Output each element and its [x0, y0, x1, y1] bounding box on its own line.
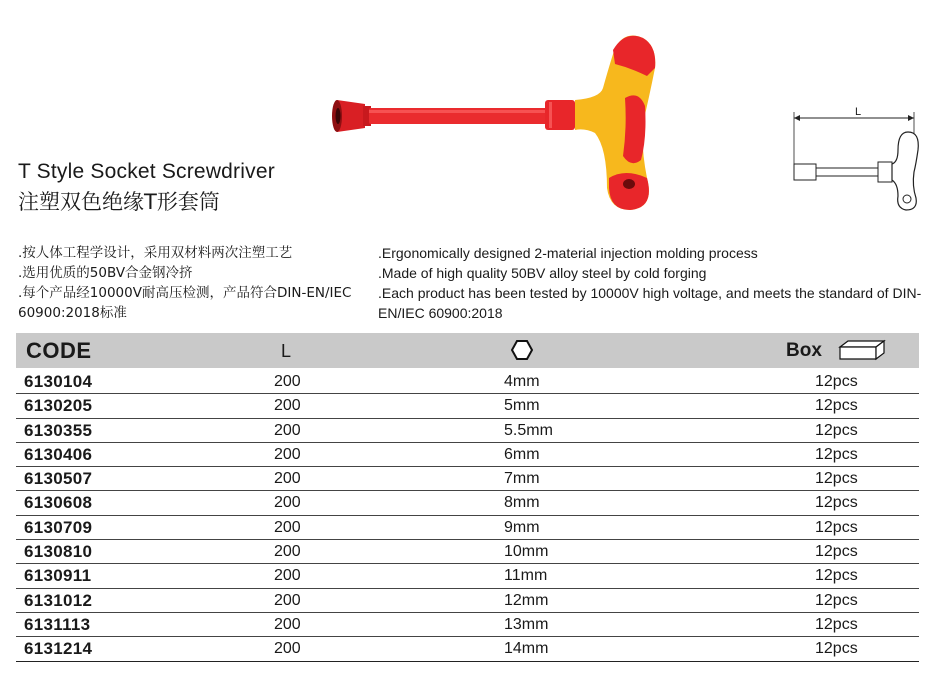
- cell-box: 12pcs: [815, 373, 858, 390]
- cell-length: 200: [274, 421, 301, 439]
- cell-length: 200: [274, 591, 301, 609]
- table-row: [16, 467, 919, 491]
- description-cn-line: .按人体工程学设计，采用双材料两次注塑工艺: [18, 245, 293, 261]
- cell-size: 9mm: [504, 518, 540, 536]
- cell-length: 200: [274, 494, 301, 512]
- dimension-label: L: [855, 106, 862, 118]
- cell-size: 7mm: [504, 470, 540, 488]
- cell-length: 200: [274, 640, 301, 658]
- cell-box: 12pcs: [815, 421, 858, 439]
- cell-box: 12pcs: [815, 567, 858, 585]
- cell-size: 6mm: [504, 445, 540, 463]
- table-row: [16, 564, 919, 588]
- cell-code: 6131012: [24, 590, 93, 610]
- table-row: [16, 419, 919, 443]
- cell-size: 5mm: [504, 397, 540, 415]
- cell-length: 200: [274, 445, 301, 463]
- table-row: [16, 613, 919, 637]
- header-box: Box: [786, 340, 822, 361]
- cell-size: 13mm: [504, 615, 549, 633]
- cell-box: 12pcs: [815, 494, 858, 512]
- cell-code: 6131214: [24, 639, 93, 659]
- table-row: [16, 443, 919, 467]
- header-code: CODE: [26, 338, 92, 363]
- cell-size: 11mm: [504, 567, 548, 585]
- table-row: [16, 394, 919, 418]
- page-title-cn: 注塑双色绝缘T形套筒: [18, 190, 220, 214]
- cell-size: 4mm: [504, 373, 540, 390]
- cell-code: 6130608: [24, 493, 93, 513]
- cell-length: 200: [274, 567, 301, 585]
- cell-size: 5.5mm: [504, 421, 553, 439]
- cell-box: 12pcs: [815, 445, 858, 463]
- hexagon-icon: [511, 339, 533, 361]
- table-header: [16, 333, 919, 368]
- table-row: [16, 516, 919, 540]
- table-row: [16, 637, 919, 661]
- cell-length: 200: [274, 373, 301, 390]
- cell-box: 12pcs: [815, 640, 858, 658]
- cell-code: 6130911: [24, 566, 92, 586]
- header-length: L: [281, 341, 292, 361]
- cell-size: 10mm: [504, 543, 549, 561]
- cell-box: 12pcs: [815, 615, 858, 633]
- table-row: [16, 491, 919, 515]
- description-en-line: .Each product has been tested by 10000V high voltage, and meets the standard of DIN-EN/IEC 60900:2018: [378, 285, 922, 321]
- cell-code: 6130709: [24, 517, 93, 537]
- cell-box: 12pcs: [815, 591, 858, 609]
- cell-code: 6130205: [24, 396, 93, 416]
- cell-code: 6130355: [24, 420, 93, 440]
- cell-length: 200: [274, 615, 301, 633]
- description-en-line: .Made of high quality 50BV alloy steel by cold forging: [378, 265, 707, 281]
- cell-code: 6130507: [24, 469, 93, 489]
- table-row: [16, 540, 919, 564]
- dimension-drawing: [786, 104, 926, 216]
- cell-code: 6130104: [24, 372, 93, 391]
- cell-box: 12pcs: [815, 397, 858, 415]
- cell-code: 6131113: [24, 614, 91, 634]
- handle-image: [540, 28, 800, 213]
- cell-size: 12mm: [504, 591, 549, 609]
- description-cn-line: .每个产品经10000V耐高压检测，产品符合DIN-EN/IEC 60900:2018标准: [18, 285, 352, 321]
- cell-box: 12pcs: [815, 470, 858, 488]
- description-en-line: .Ergonomically designed 2-material injection molding process: [378, 245, 758, 261]
- cell-length: 200: [274, 543, 301, 561]
- product-table: [16, 370, 919, 662]
- description-cn: [18, 243, 373, 323]
- cell-size: 8mm: [504, 494, 540, 512]
- cell-length: 200: [274, 518, 301, 536]
- description-cn-line: .选用优质的50BV合金钢冷挤: [18, 265, 193, 281]
- cell-size: 14mm: [504, 640, 549, 658]
- cell-length: 200: [274, 397, 301, 415]
- cell-code: 6130406: [24, 444, 93, 464]
- page-title-en: T Style Socket Screwdriver: [18, 160, 275, 183]
- cell-code: 6130810: [24, 542, 93, 562]
- description-en: [378, 243, 948, 323]
- table-row: [16, 589, 919, 613]
- cell-box: 12pcs: [815, 518, 858, 536]
- table-row: [16, 370, 919, 394]
- box-icon: [838, 339, 886, 361]
- cell-length: 200: [274, 470, 301, 488]
- cell-box: 12pcs: [815, 543, 858, 561]
